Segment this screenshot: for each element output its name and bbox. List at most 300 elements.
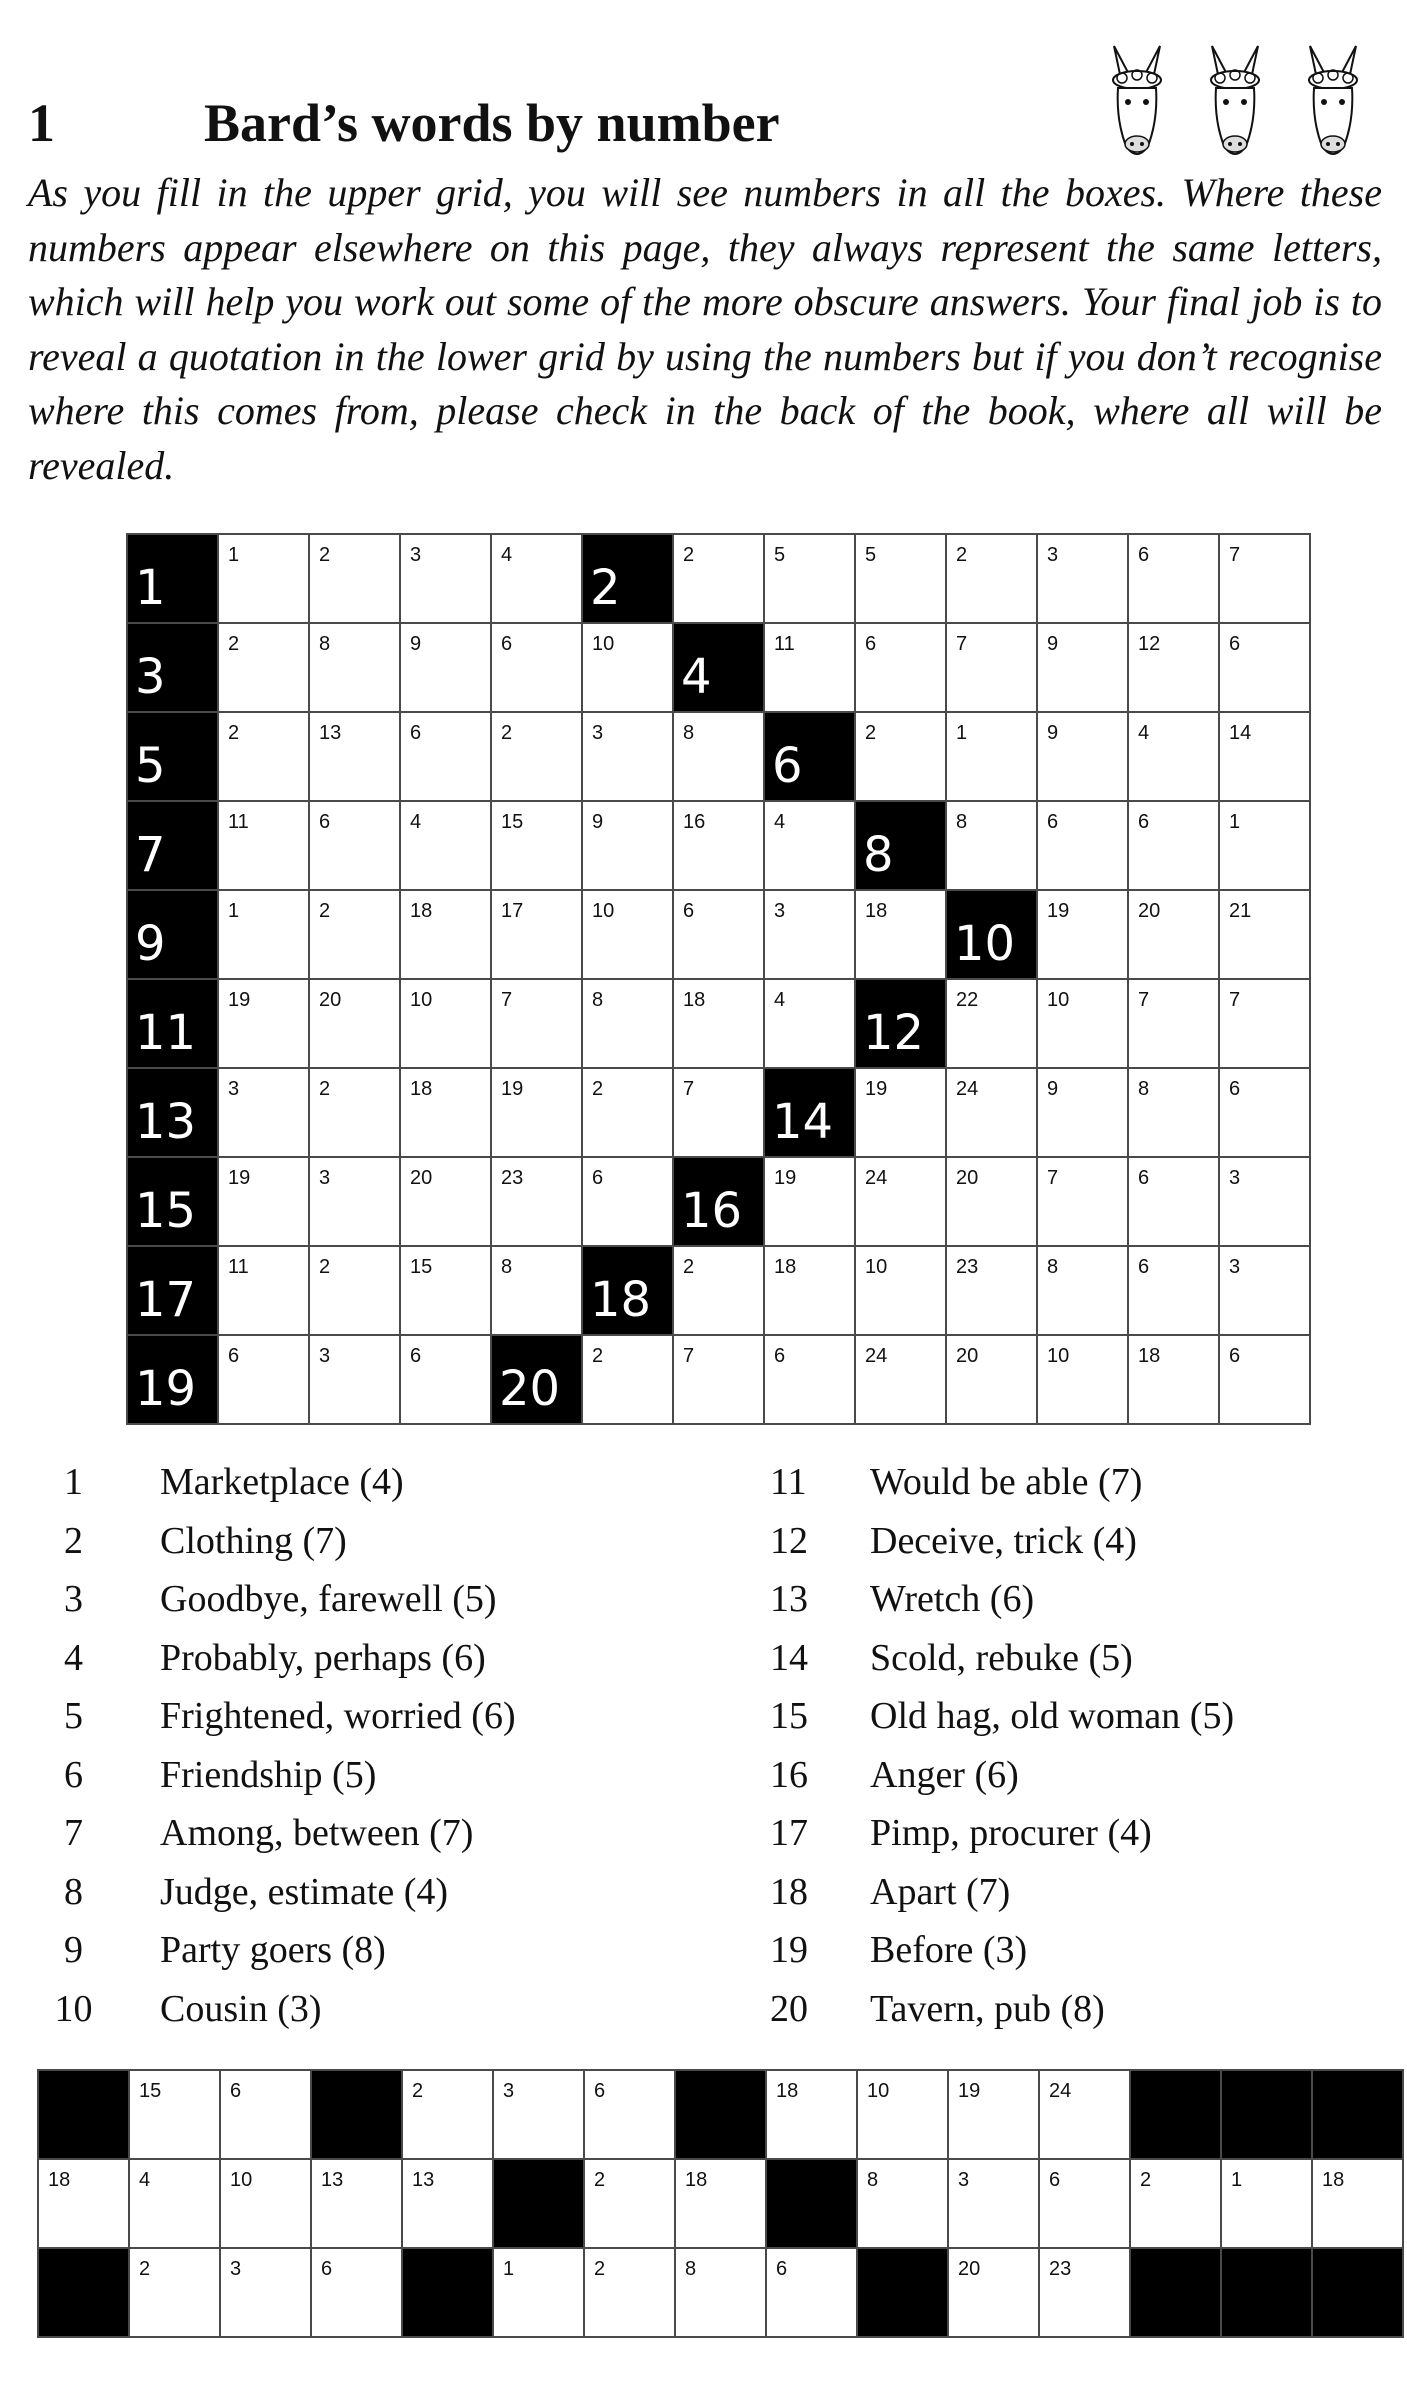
letter-cell[interactable] [402, 2159, 493, 2248]
blank-cell [1221, 2070, 1312, 2159]
cell-code-number: 3 [319, 1345, 331, 1367]
clue-number: 15 [135, 1183, 197, 1239]
letter-cell[interactable] [1219, 1246, 1310, 1335]
letter-cell[interactable] [1128, 1068, 1219, 1157]
letter-cell[interactable] [402, 2070, 493, 2159]
letter-cell[interactable] [491, 801, 582, 890]
letter-cell[interactable] [129, 2248, 220, 2337]
letter-cell[interactable] [491, 1157, 582, 1246]
cell-code-number: 7 [956, 633, 968, 655]
letter-cell[interactable] [218, 534, 309, 623]
grid-row [127, 1246, 1310, 1335]
cell-code-number: 10 [410, 989, 433, 1011]
letter-cell[interactable] [400, 1335, 491, 1424]
clue-item-text: Anger (6) [870, 1753, 1019, 1796]
letter-cell[interactable] [1128, 801, 1219, 890]
letter-cell[interactable] [491, 1068, 582, 1157]
cell-code-number: 9 [592, 811, 604, 833]
letter-cell[interactable] [1128, 712, 1219, 801]
letter-cell[interactable] [766, 2248, 857, 2337]
cell-code-number: 18 [410, 900, 433, 922]
letter-cell[interactable] [673, 890, 764, 979]
letter-cell[interactable] [582, 1068, 673, 1157]
cell-code-number: 4 [1138, 722, 1150, 744]
cell-code-number: 15 [410, 1256, 433, 1278]
letter-cell[interactable] [1128, 623, 1219, 712]
cell-code-number: 13 [321, 2169, 344, 2191]
letter-cell[interactable] [1312, 2159, 1403, 2248]
letter-cell[interactable] [855, 623, 946, 712]
letter-cell[interactable] [855, 1246, 946, 1335]
letter-cell[interactable] [582, 890, 673, 979]
letter-cell[interactable] [1128, 1157, 1219, 1246]
letter-cell[interactable] [764, 890, 855, 979]
cell-code-number: 10 [867, 2080, 890, 2102]
letter-cell[interactable] [1037, 1335, 1128, 1424]
cell-code-number: 18 [774, 1256, 797, 1278]
letter-cell[interactable] [946, 979, 1037, 1068]
letter-cell[interactable] [946, 1246, 1037, 1335]
cell-code-number: 23 [501, 1167, 524, 1189]
cell-code-number: 4 [501, 544, 513, 566]
cell-code-number: 3 [503, 2080, 515, 2102]
cell-code-number: 6 [1138, 544, 1150, 566]
cell-code-number: 5 [774, 544, 786, 566]
cell-code-number: 6 [410, 1345, 422, 1367]
letter-cell[interactable] [220, 2070, 311, 2159]
cell-code-number: 2 [865, 722, 877, 744]
clue-item-text: Would be able (7) [870, 1461, 1143, 1503]
letter-cell[interactable] [129, 2070, 220, 2159]
clue-number: 5 [135, 738, 166, 794]
letter-cell[interactable] [855, 1068, 946, 1157]
cell-code-number: 20 [410, 1167, 433, 1189]
clue-number-cell [127, 979, 218, 1068]
letter-cell[interactable] [493, 2070, 584, 2159]
letter-cell[interactable] [1037, 979, 1128, 1068]
letter-cell[interactable] [1037, 801, 1128, 890]
cell-code-number: 18 [1138, 1345, 1161, 1367]
cell-code-number: 24 [956, 1078, 979, 1100]
letter-cell[interactable] [400, 1246, 491, 1335]
cell-code-number: 2 [683, 1256, 695, 1278]
cell-code-number: 20 [956, 1167, 979, 1189]
cell-code-number: 20 [958, 2258, 981, 2280]
cell-code-number: 8 [685, 2258, 697, 2280]
clue-number: 3 [135, 649, 166, 705]
clue-item-text: Before (3) [870, 1929, 1028, 1971]
letter-cell[interactable] [400, 890, 491, 979]
clue-item-text: Judge, estimate (4) [160, 1870, 449, 1913]
letter-cell[interactable] [1128, 979, 1219, 1068]
clue-number-cell [582, 534, 673, 623]
cell-code-number: 8 [683, 722, 695, 744]
clue-item-number: 14 [770, 1636, 808, 1679]
letter-cell[interactable] [400, 534, 491, 623]
cell-code-number: 8 [501, 1256, 513, 1278]
clue-item-number: 17 [770, 1812, 808, 1854]
letter-cell[interactable] [1219, 623, 1310, 712]
clue-number: 19 [135, 1361, 197, 1417]
blank-cell [1312, 2248, 1403, 2337]
cell-code-number: 14 [1229, 722, 1252, 744]
grid-row [127, 979, 1310, 1068]
letter-cell[interactable] [309, 979, 400, 1068]
clue-item-number: 20 [770, 1987, 808, 2030]
letter-cell[interactable] [675, 2248, 766, 2337]
letter-cell[interactable] [309, 1157, 400, 1246]
cell-code-number: 2 [592, 1345, 604, 1367]
cell-code-number: 19 [958, 2080, 981, 2102]
cell-code-number: 7 [1229, 989, 1241, 1011]
clue-number: 8 [863, 827, 894, 883]
clue-number: 9 [135, 916, 166, 972]
cell-code-number: 22 [956, 989, 979, 1011]
cell-code-number: 1 [228, 544, 240, 566]
blank-cell [1312, 2070, 1403, 2159]
cell-code-number: 24 [865, 1167, 888, 1189]
cell-code-number: 2 [594, 2258, 606, 2280]
clue-number-cell [764, 712, 855, 801]
cell-code-number: 20 [1138, 900, 1161, 922]
letter-cell[interactable] [764, 623, 855, 712]
clue-number-cell [127, 534, 218, 623]
clue-number: 7 [135, 827, 166, 883]
cell-code-number: 20 [956, 1345, 979, 1367]
letter-cell[interactable] [673, 534, 764, 623]
letter-cell[interactable] [673, 1068, 764, 1157]
letter-cell[interactable] [582, 1157, 673, 1246]
letter-cell[interactable] [1219, 1157, 1310, 1246]
letter-cell[interactable] [309, 1246, 400, 1335]
letter-cell[interactable] [946, 1335, 1037, 1424]
cell-code-number: 9 [1047, 722, 1059, 744]
letter-cell[interactable] [1039, 2248, 1130, 2337]
letter-cell[interactable] [218, 1068, 309, 1157]
letter-cell[interactable] [855, 890, 946, 979]
clue-item-text: Friendship (5) [160, 1753, 377, 1796]
clue-item-text: Old hag, old woman (5) [870, 1695, 1235, 1737]
cell-code-number: 24 [1049, 2080, 1072, 2102]
letter-cell[interactable] [309, 534, 400, 623]
cell-code-number: 7 [1138, 989, 1150, 1011]
letter-cell[interactable] [218, 801, 309, 890]
cell-code-number: 15 [501, 811, 524, 833]
cell-code-number: 6 [774, 1345, 786, 1367]
letter-cell[interactable] [400, 712, 491, 801]
letter-cell[interactable] [218, 979, 309, 1068]
clue-item-number: 15 [770, 1695, 808, 1737]
letter-cell[interactable] [857, 2070, 948, 2159]
letter-cell[interactable] [400, 623, 491, 712]
letter-cell[interactable] [946, 801, 1037, 890]
letter-cell[interactable] [218, 1335, 309, 1424]
letter-cell[interactable] [855, 1335, 946, 1424]
letter-cell[interactable] [1221, 2159, 1312, 2248]
cell-code-number: 1 [956, 722, 968, 744]
clue-number-cell [582, 1246, 673, 1335]
letter-cell[interactable] [491, 712, 582, 801]
cell-code-number: 1 [228, 900, 240, 922]
donkey-head-icon [1113, 46, 1161, 154]
letter-cell[interactable] [764, 1335, 855, 1424]
cell-code-number: 1 [1231, 2169, 1243, 2191]
letter-cell[interactable] [309, 712, 400, 801]
letter-cell[interactable] [400, 1068, 491, 1157]
letter-cell[interactable] [946, 712, 1037, 801]
letter-cell[interactable] [491, 890, 582, 979]
letter-cell[interactable] [1128, 890, 1219, 979]
grid-row [127, 1335, 1310, 1424]
letter-cell[interactable] [946, 623, 1037, 712]
letter-cell[interactable] [946, 1157, 1037, 1246]
grid-row [127, 801, 1310, 890]
cell-code-number: 3 [228, 1078, 240, 1100]
blank-cell [857, 2248, 948, 2337]
cell-code-number: 1 [1229, 811, 1241, 833]
cell-code-number: 2 [319, 900, 331, 922]
letter-cell[interactable] [220, 2248, 311, 2337]
letter-cell[interactable] [309, 1335, 400, 1424]
clue-number-cell [491, 1335, 582, 1424]
letter-cell[interactable] [491, 623, 582, 712]
letter-cell[interactable] [673, 979, 764, 1068]
cell-code-number: 6 [410, 722, 422, 744]
letter-cell[interactable] [675, 2159, 766, 2248]
letter-cell[interactable] [1219, 801, 1310, 890]
letter-cell[interactable] [1219, 890, 1310, 979]
cell-code-number: 3 [1047, 544, 1059, 566]
clue-item-text: Probably, perhaps (6) [160, 1636, 486, 1679]
letter-cell[interactable] [1128, 1335, 1219, 1424]
letter-cell[interactable] [584, 2159, 675, 2248]
cell-code-number: 10 [1047, 989, 1070, 1011]
letter-cell[interactable] [129, 2159, 220, 2248]
letter-cell[interactable] [218, 1246, 309, 1335]
letter-cell[interactable] [311, 2159, 402, 2248]
clue-item-number: 10 [54, 1987, 93, 2030]
cell-code-number: 2 [956, 544, 968, 566]
letter-cell[interactable] [582, 712, 673, 801]
blank-cell [38, 2070, 129, 2159]
letter-cell[interactable] [38, 2159, 129, 2248]
letter-cell[interactable] [400, 1157, 491, 1246]
letter-cell[interactable] [491, 1246, 582, 1335]
letter-cell[interactable] [584, 2248, 675, 2337]
cell-code-number: 6 [501, 633, 513, 655]
blank-cell [38, 2248, 129, 2337]
letter-cell[interactable] [1037, 890, 1128, 979]
letter-cell[interactable] [493, 2248, 584, 2337]
cell-code-number: 3 [1229, 1167, 1241, 1189]
cell-code-number: 23 [956, 1256, 979, 1278]
letter-cell[interactable] [764, 534, 855, 623]
letter-cell[interactable] [1037, 712, 1128, 801]
cell-code-number: 18 [776, 2080, 799, 2102]
clue-item-text: Clothing (7) [160, 1519, 347, 1562]
letter-cell[interactable] [673, 1246, 764, 1335]
letter-cell[interactable] [309, 890, 400, 979]
letter-cell[interactable] [218, 712, 309, 801]
letter-cell[interactable] [1219, 979, 1310, 1068]
cell-code-number: 24 [865, 1345, 888, 1367]
upper-crossword-grid [126, 533, 1311, 1425]
cell-code-number: 6 [683, 900, 695, 922]
letter-cell[interactable] [309, 623, 400, 712]
letter-cell[interactable] [584, 2070, 675, 2159]
cell-code-number: 19 [228, 989, 251, 1011]
letter-cell[interactable] [673, 712, 764, 801]
letter-cell[interactable] [1037, 623, 1128, 712]
clue-number-cell [127, 1246, 218, 1335]
clue-number: 11 [135, 1005, 197, 1061]
cell-code-number: 8 [956, 811, 968, 833]
cell-code-number: 16 [683, 811, 706, 833]
letter-cell[interactable] [764, 979, 855, 1068]
letter-cell[interactable] [1219, 1335, 1310, 1424]
letter-cell[interactable] [400, 979, 491, 1068]
letter-cell[interactable] [1037, 1068, 1128, 1157]
cell-code-number: 2 [592, 1078, 604, 1100]
cell-code-number: 6 [594, 2080, 606, 2102]
cell-code-number: 18 [683, 989, 706, 1011]
letter-cell[interactable] [1128, 1246, 1219, 1335]
letter-cell[interactable] [400, 801, 491, 890]
letter-cell[interactable] [1130, 2159, 1221, 2248]
clue-number-cell [127, 801, 218, 890]
letter-cell[interactable] [764, 801, 855, 890]
letter-cell[interactable] [946, 534, 1037, 623]
letter-cell[interactable] [1037, 1157, 1128, 1246]
quotation-row [38, 2159, 1403, 2248]
clue-item-text: Among, between (7) [160, 1812, 474, 1854]
cell-code-number: 3 [410, 544, 422, 566]
clue-number: 16 [681, 1183, 743, 1239]
donkey-head-icon [1309, 46, 1357, 154]
letter-cell[interactable] [1128, 534, 1219, 623]
cell-code-number: 9 [1047, 1078, 1059, 1100]
letter-cell[interactable] [491, 534, 582, 623]
clue-item-number: 18 [770, 1870, 808, 1913]
letter-cell[interactable] [1219, 1068, 1310, 1157]
letter-cell[interactable] [857, 2159, 948, 2248]
clue-item-number: 4 [64, 1636, 83, 1679]
letter-cell[interactable] [491, 979, 582, 1068]
clue-number: 18 [590, 1272, 652, 1328]
letter-cell[interactable] [218, 623, 309, 712]
clue-number: 6 [772, 738, 803, 794]
cell-code-number: 6 [865, 633, 877, 655]
letter-cell[interactable] [946, 1068, 1037, 1157]
cell-code-number: 3 [592, 722, 604, 744]
letter-cell[interactable] [582, 801, 673, 890]
cell-code-number: 6 [321, 2258, 333, 2280]
cell-code-number: 9 [410, 633, 422, 655]
cell-code-number: 2 [412, 2080, 424, 2102]
puzzle-title: Bard’s words by number [204, 93, 780, 153]
letter-cell[interactable] [582, 623, 673, 712]
letter-cell[interactable] [1037, 1246, 1128, 1335]
cell-code-number: 2 [1140, 2169, 1152, 2191]
cell-code-number: 20 [319, 989, 342, 1011]
cell-code-number: 8 [867, 2169, 879, 2191]
cell-code-number: 6 [592, 1167, 604, 1189]
letter-cell[interactable] [673, 801, 764, 890]
cell-code-number: 11 [228, 811, 249, 833]
clue-number-cell [673, 623, 764, 712]
cell-code-number: 2 [683, 544, 695, 566]
letter-cell[interactable] [673, 1335, 764, 1424]
letter-cell[interactable] [582, 1335, 673, 1424]
blank-cell [766, 2159, 857, 2248]
letter-cell[interactable] [1039, 2159, 1130, 2248]
letter-cell[interactable] [855, 534, 946, 623]
letter-cell[interactable] [948, 2159, 1039, 2248]
cell-code-number: 6 [1138, 1167, 1150, 1189]
letter-cell[interactable] [855, 1157, 946, 1246]
letter-cell[interactable] [1219, 534, 1310, 623]
letter-cell[interactable] [764, 1246, 855, 1335]
cell-code-number: 3 [774, 900, 786, 922]
clue-number: 13 [135, 1094, 197, 1150]
letter-cell[interactable] [1037, 534, 1128, 623]
cell-code-number: 7 [501, 989, 513, 1011]
clue-number-cell [127, 1068, 218, 1157]
cell-code-number: 18 [48, 2169, 71, 2191]
cell-code-number: 6 [1229, 1078, 1241, 1100]
puzzle-instructions: As you fill in the upper grid, you will see numbers in all the boxes. Where these numbers appear elsewhere on this page, they always represent the same letters, which will help you work out some of the more obscure answers. Your final job is to reveal a quotation in the lower grid by using the numbers but if you don’t recognise where this comes from, please check in the back of the book, where all will be revealed. [28, 170, 1382, 488]
letter-cell[interactable] [220, 2159, 311, 2248]
cell-code-number: 18 [410, 1078, 433, 1100]
letter-cell[interactable] [582, 979, 673, 1068]
clue-number-cell [946, 890, 1037, 979]
letter-cell[interactable] [309, 801, 400, 890]
cell-code-number: 18 [1322, 2169, 1345, 2191]
clue-item-number: 11 [770, 1461, 807, 1503]
cell-code-number: 2 [228, 722, 240, 744]
grid-row [127, 890, 1310, 979]
cell-code-number: 8 [1138, 1078, 1150, 1100]
cell-code-number: 11 [774, 633, 795, 655]
blank-cell [402, 2248, 493, 2337]
letter-cell[interactable] [766, 2070, 857, 2159]
letter-cell[interactable] [1219, 712, 1310, 801]
clue-number: 2 [590, 560, 621, 616]
letter-cell[interactable] [855, 712, 946, 801]
cell-code-number: 13 [412, 2169, 435, 2191]
clue-item-number: 7 [64, 1812, 83, 1854]
letter-cell[interactable] [218, 1157, 309, 1246]
clue-number: 4 [681, 649, 712, 705]
cell-code-number: 9 [1047, 633, 1059, 655]
cell-code-number: 8 [319, 633, 331, 655]
clue-number-cell [127, 1157, 218, 1246]
donkey-head-icon [1211, 46, 1259, 154]
cell-code-number: 2 [319, 544, 331, 566]
cell-code-number: 13 [319, 722, 342, 744]
letter-cell[interactable] [218, 890, 309, 979]
cell-code-number: 18 [685, 2169, 708, 2191]
clue-number-cell [127, 623, 218, 712]
letter-cell[interactable] [764, 1157, 855, 1246]
clue-item-number: 6 [64, 1753, 83, 1796]
letter-cell[interactable] [948, 2070, 1039, 2159]
letter-cell[interactable] [948, 2248, 1039, 2337]
letter-cell[interactable] [311, 2248, 402, 2337]
letter-cell[interactable] [309, 1068, 400, 1157]
clue-item-number: 2 [64, 1519, 83, 1562]
letter-cell[interactable] [1039, 2070, 1130, 2159]
